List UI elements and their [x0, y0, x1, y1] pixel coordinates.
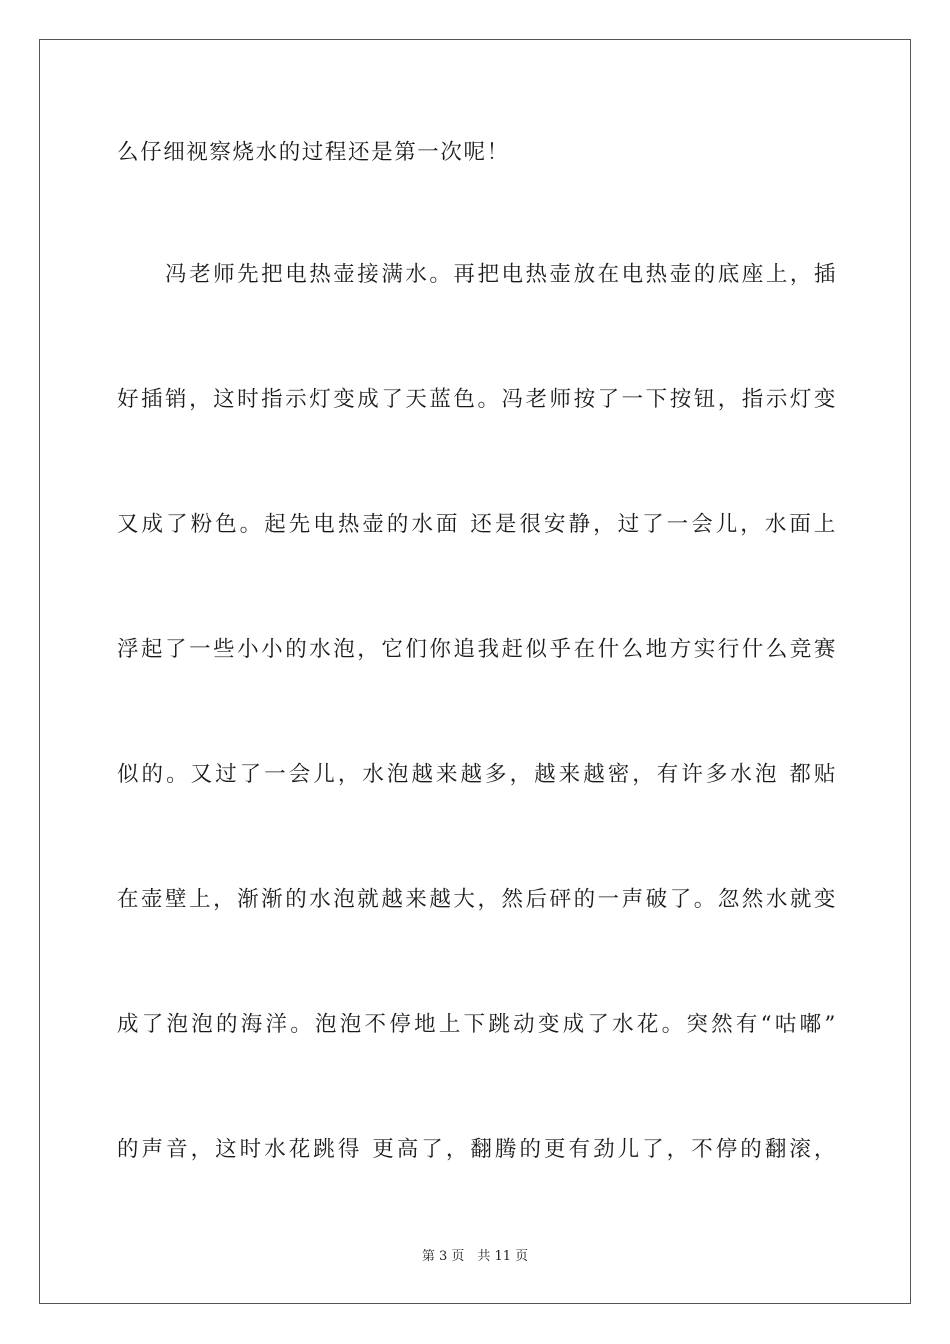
text-line-1: 么仔细视察烧水的过程还是第一次呢！: [117, 140, 510, 165]
text-line-2: 冯老师先把电热壶接满水。再把电热壶放在电热壶的底座上，插: [117, 262, 837, 287]
text-line-3: 好插销，这时指示灯变成了天蓝色。冯老师按了一下按钮，指示灯变: [117, 387, 837, 412]
text-line-7: 在壶壁上，渐渐的水泡就越来越大，然后砰的一声破了。忽然水就变: [117, 887, 837, 912]
page-border: [39, 39, 911, 1304]
text-line-4: 又成了粉色。起先电热壶的水面 还是很安静，过了一会儿，水面上: [117, 512, 837, 537]
page-number-footer: 第 3 页 共 11 页: [421, 1249, 529, 1264]
text-line-6: 似的。又过了一会儿，水泡越来越多，越来越密，有许多水泡 都贴: [117, 762, 837, 787]
text-line-8: 成了泡泡的海洋。泡泡不停地上下跳动变成了水花。突然有“咕嘟”: [117, 1012, 837, 1037]
text-line-5: 浮起了一些小小的水泡，它们你追我赶似乎在什么地方实行什么竞赛: [117, 637, 837, 662]
text-line-9: 的声音，这时水花跳得 更高了，翻腾的更有劲儿了，不停的翻滚，: [117, 1137, 837, 1162]
